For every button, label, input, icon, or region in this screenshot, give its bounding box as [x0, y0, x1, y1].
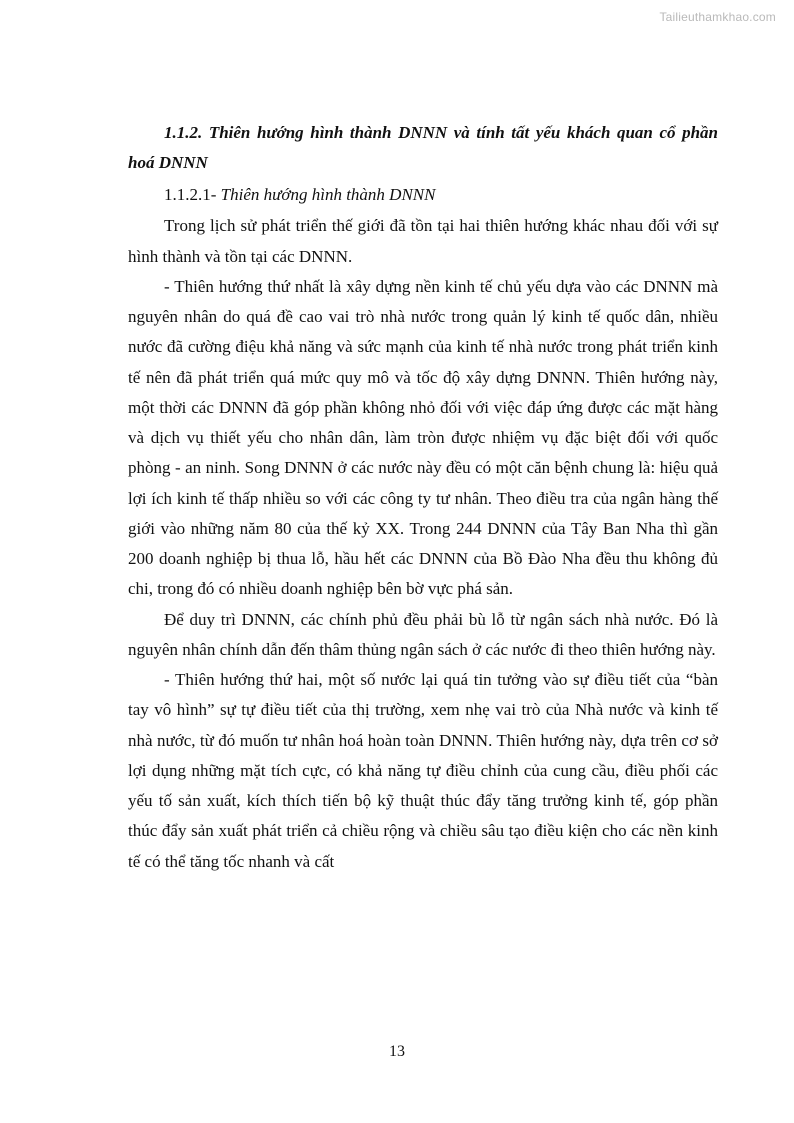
paragraph-4: - Thiên hướng thứ hai, một số nước lại quá tin tưởng vào sự điều tiết của “bàn tay vô hình” sự tự điều tiết của thị trường, xem nhẹ vai trò của Nhà nước và kinh tế nhà nước, từ đó muốn tư nhân hoá hoàn toàn DNNN. Thiên hướng này, dựa trên cơ sở lợi dụng những mặt tích cực, có khả năng tự điều chỉnh của cung cầu, điều phối các yếu tố sản xuất, kích thích tiến bộ kỹ thuật thúc đẩy tăng trưởng kinh tế, góp phần thúc đẩy sản xuất phát triển cả chiều rộng và chiều sâu tạo điều kiện cho các nền kinh tế có thể tăng tốc nhanh và cất: [128, 670, 718, 871]
subsection-title: Thiên hướng hình thành DNNN: [220, 184, 436, 204]
watermark-text: Tailieuthamkhao.com: [659, 10, 776, 24]
paragraph-3: Để duy trì DNNN, các chính phủ đều phải bù lỗ từ ngân sách nhà nước. Đó là nguyên nhân chính dẫn đến thâm thủng ngân sách ở các nước đi theo thiên hướng này.: [128, 609, 718, 659]
page-number: 13: [389, 1043, 405, 1060]
paragraph-2: - Thiên hướng thứ nhất là xây dựng nền kinh tế chủ yếu dựa vào các DNNN mà nguyên nhân do quá đề cao vai trò nhà nước trong quản lý kinh tế quốc dân, nhiều nước đã cường điệu khả năng và sức mạnh của kinh tế nhà nước trong phát triển kinh tế nên đã phát triển quá mức quy mô và tốc độ xây dựng DNNN. Thiên hướng này, một thời các DNNN đã góp phần không nhỏ đối với việc đáp ứng được các mặt hàng và dịch vụ thiết yếu cho nhân dân, làm tròn được nhiệm vụ đặc biệt đối với quốc phòng - an ninh. Song DNNN ở các nước này đều có một căn bệnh chung là: hiệu quả lợi ích kinh tế thấp nhiều so với các công ty tư nhân. Theo điều tra của ngân hàng thế giới vào những năm 80 của thế kỷ XX. Trong 244 DNNN của Tây Ban Nha thì gần 200 doanh nghiệp bị thua lỗ, hầu hết các DNNN của Bồ Đào Nha đều thu không đủ chi, trong đó có nhiều doanh nghiệp bên bờ vực phá sản.: [128, 276, 718, 599]
subsection-number: 1.1.2.1-: [164, 184, 217, 204]
document-body: [128, 118, 718, 877]
section-heading: 1.1.2. Thiên hướng hình thành DNNN và tính tất yếu khách quan cổ phần hoá DNNN: [128, 123, 718, 172]
subsection-heading: [128, 180, 718, 210]
paragraph-1: Trong lịch sử phát triển thế giới đã tồn tại hai thiên hướng khác nhau đối với sự hình thành và tồn tại các DNNN.: [128, 216, 718, 266]
